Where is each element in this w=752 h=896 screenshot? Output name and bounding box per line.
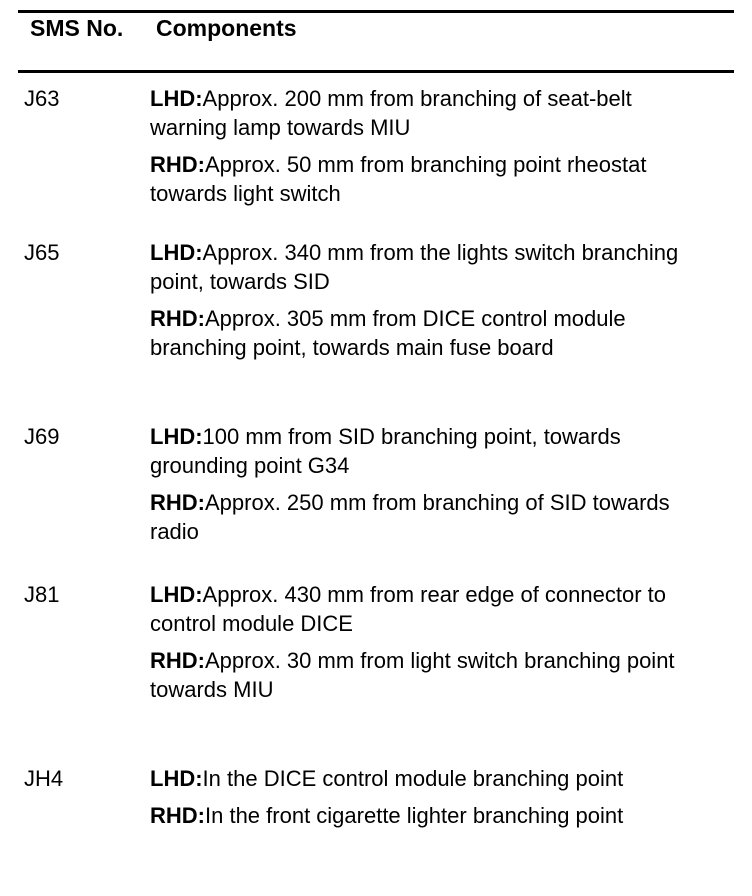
components-cell (150, 238, 710, 362)
components-cell (150, 422, 710, 546)
rhd-description (150, 488, 710, 546)
lhd-text: In the DICE control module branching point (202, 766, 624, 791)
rhd-tag: RHD: (150, 490, 205, 515)
lhd-description (150, 238, 710, 296)
lhd-description (150, 422, 710, 480)
lhd-tag: LHD: (150, 766, 203, 791)
rhd-tag: RHD: (150, 648, 205, 673)
lhd-text: Approx. 200 mm from branching of seat-belt warning lamp towards MIU (150, 86, 632, 140)
rhd-text: In the front cigarette lighter branching point (205, 803, 624, 828)
header-bottom-rule (18, 70, 734, 73)
rhd-text: Approx. 250 mm from branching of SID towards radio (150, 490, 670, 544)
lhd-description (150, 764, 710, 793)
sms-number: JH4 (24, 766, 64, 791)
rhd-description (150, 150, 710, 208)
rhd-tag: RHD: (150, 306, 205, 331)
lhd-description (150, 84, 710, 142)
sms-number: J65 (24, 240, 60, 265)
header-top-rule (18, 10, 734, 13)
components-cell (150, 84, 710, 208)
sms-number: J69 (24, 424, 60, 449)
lhd-text: Approx. 340 mm from the lights switch branching point, towards SID (150, 240, 679, 294)
lhd-tag: LHD: (150, 582, 203, 607)
column-header-sms-no: SMS No. (30, 15, 124, 41)
lhd-tag: LHD: (150, 240, 203, 265)
rhd-description (150, 304, 710, 362)
lhd-text: Approx. 430 mm from rear edge of connector to control module DICE (150, 582, 666, 636)
lhd-text: 100 mm from SID branching point, towards grounding point G34 (150, 424, 621, 478)
lhd-description (150, 580, 710, 638)
rhd-text: Approx. 305 mm from DICE control module branching point, towards main fuse board (150, 306, 626, 360)
components-cell (150, 764, 710, 830)
rhd-description (150, 646, 710, 704)
rhd-text: Approx. 30 mm from light switch branching point towards MIU (150, 648, 675, 702)
column-header-components: Components (156, 15, 297, 41)
rhd-description (150, 801, 710, 830)
rhd-tag: RHD: (150, 152, 205, 177)
rhd-text: Approx. 50 mm from branching point rheostat towards light switch (150, 152, 647, 206)
lhd-tag: LHD: (150, 424, 203, 449)
components-cell (150, 580, 710, 704)
rhd-tag: RHD: (150, 803, 205, 828)
sms-number: J81 (24, 582, 60, 607)
lhd-tag: LHD: (150, 86, 203, 111)
sms-number: J63 (24, 86, 60, 111)
